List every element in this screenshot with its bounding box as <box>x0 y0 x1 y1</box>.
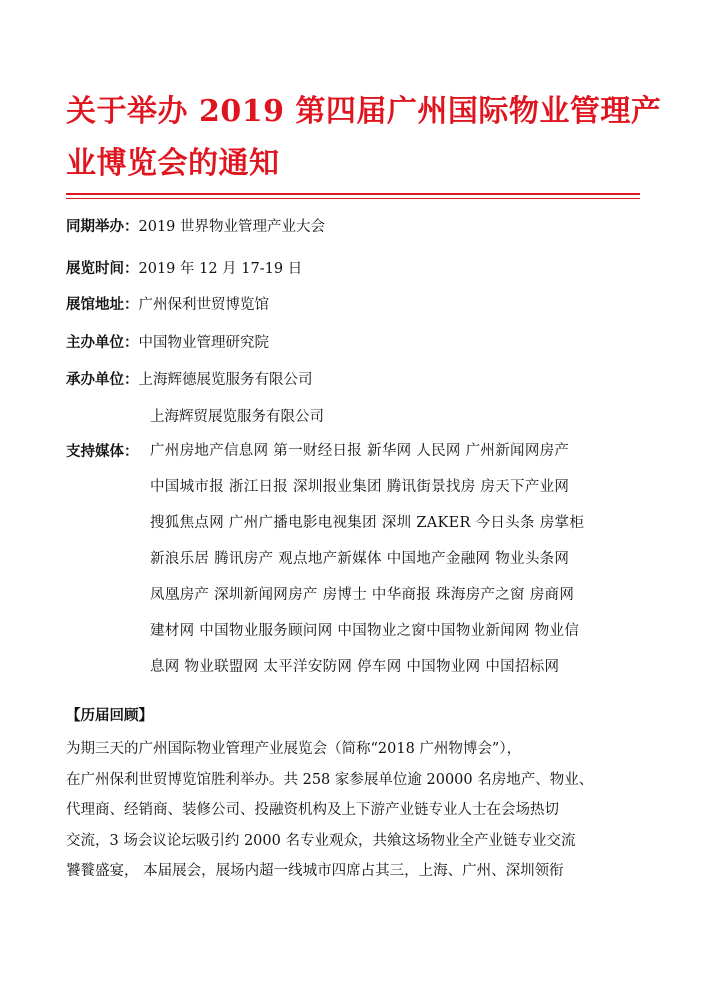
info-value: 上海辉德展览服务有限公司 <box>138 372 313 388</box>
info-value: 中国物业管理研究院 <box>138 335 269 351</box>
info-label: 主办单位： <box>66 335 139 351</box>
media-line: 建材网 中国物业服务顾问网 中国物业之窗中国物业新闻网 物业信 <box>150 623 580 639</box>
paragraph-line: 交流，3 场会议论坛吸引约 2000 名专业观众，共飨这场物业全产业链专业交流 <box>66 832 576 849</box>
review-paragraph <box>66 738 646 891</box>
info-row-venue <box>66 293 269 314</box>
info-organizer-2: 上海辉贸展览服务有限公司 <box>150 409 324 425</box>
media-line: 凤凰房产 深圳新闻网房产 房博士 中华商报 珠海房产之窗 房商网 <box>150 587 575 603</box>
title-divider-thin <box>66 198 640 199</box>
info-label: 展览时间： <box>66 261 139 277</box>
media-list <box>150 440 650 692</box>
info-label: 展馆地址： <box>66 297 139 313</box>
paragraph-line: 饕餮盛宴， 本届展会，展场内超一线城市四席占其三，上海、广州、深圳领衔 <box>66 863 564 879</box>
review-heading: 【历届回顾】 <box>66 708 153 724</box>
title-line-1: 关于举办 2019 第四届广州国际物业管理产 <box>66 94 662 129</box>
info-label: 同期举办： <box>66 219 139 235</box>
notice-title <box>66 86 662 190</box>
media-line: 新浪乐居 腾讯房产 观点地产新媒体 中国地产金融网 物业头条网 <box>150 551 570 567</box>
media-line: 搜狐焦点网 广州广播电影电视集团 深圳 ZAKER 今日头条 房掌柜 <box>150 515 585 531</box>
info-label: 承办单位： <box>66 372 139 388</box>
info-row-host <box>66 331 269 352</box>
paragraph-line: 代理商、经销商、装修公司、投融资机构及上下游产业链专业人士在会场热切 <box>66 802 559 818</box>
media-line: 息网 物业联盟网 太平洋安防网 停车网 中国物业网 中国招标网 <box>150 659 560 675</box>
info-value: 广州保利世贸博览馆 <box>138 297 269 313</box>
media-line: 中国城市报 浙江日报 深圳报业集团 腾讯街景找房 房天下产业网 <box>150 479 570 495</box>
info-row-exhibition-time <box>66 257 302 278</box>
paragraph-line: 为期三天的广州国际物业管理产业展览会（简称“2018 广州物博会”）， <box>66 741 522 757</box>
info-row-concurrent-event <box>66 215 325 236</box>
info-value: 2019 世界物业管理产业大会 <box>138 219 326 235</box>
info-row-organizer <box>66 368 313 389</box>
title-divider-thick <box>66 193 640 195</box>
media-label: 支持媒体： <box>66 444 139 460</box>
paragraph-line: 在广州保利世贸博览馆胜利举办。共 258 家参展单位逾 20000 名房地产、物业、 <box>66 771 594 788</box>
media-line: 广州房地产信息网 第一财经日报 新华网 人民网 广州新闻网房产 <box>150 443 570 459</box>
title-line-2: 业博览会的通知 <box>66 146 280 181</box>
info-value: 2019 年 12 月 17-19 日 <box>138 261 303 277</box>
